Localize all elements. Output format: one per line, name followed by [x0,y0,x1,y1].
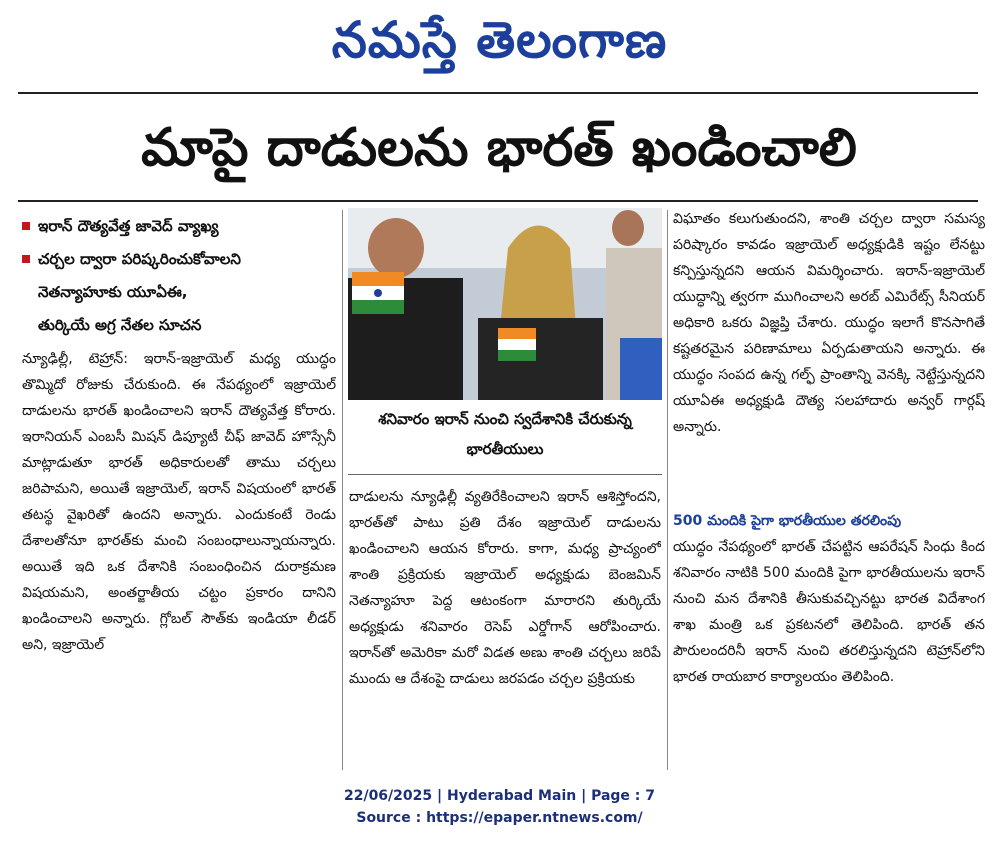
bullet-text: ఇరాన్ దౌత్యవేత్త జావెద్ వ్యాఖ్య [38,217,219,235]
caption-rule [348,474,662,475]
column-divider [667,210,668,770]
bullet-text-continuation: నెతన్యాహూకు యూఏఈ, [38,283,188,301]
photo-caption: శనివారం ఇరాన్ నుంచి స్వదేశానికి చేరుకున్న భారతీయులు [378,410,632,458]
headline: మాపై దాడులను భారత్ ఖండించాలి [141,118,857,178]
footer-source-link[interactable]: Source : https://epaper.ntnews.com/ [356,810,643,826]
bullet-square-icon [22,255,30,263]
column-3-paragraph: యుద్ధం నేపథ్యంలో భారత్ చేపట్టిన ఆపరేషన్ సింధు కింద శనివారం నాటికి 500 మందికి పైగా భారతీయులను ఇరాన్ నుంచి మన దేశానికి తీసుకువచ్చినట్టు భారత విదేశాంగ శాఖ మంత్రి ఒక ప్రకటనలో తెలిపింది. భారత్ తన పౌరులందరినీ ఇరాన్ నుంచి తరలిస్తున్నదని టెహ్రాన్‌లోని భారత రాయబార కార్యాలయం తెలిపింది. [673,539,985,685]
article-column-3 [673,206,985,768]
masthead: నమస్తే తెలంగాణ [331,10,668,69]
masthead-rule [18,92,978,94]
bullet-text: చర్చల ద్వారా పరిష్కరించుకోవాలని [38,250,241,268]
bullet-item [22,243,342,276]
article-column-1: న్యూఢిల్లీ, టెహ్రాన్: ఇరాన్-ఇజ్రాయెల్ మధ్య యుద్ధం తొమ్మిదో రోజుకు చేరుకుంది. ఈ నేపథ్యంలో ఇజ్రాయెల్ దాడులను భారత్ ఖండించాలని ఇరాన్ దౌత్యవేత్త కోరారు. ఇరానియన్ ఎంబసీ మిషన్ డిప్యూటీ చీఫ్ జావెద్ హొస్సేనీ మాట్లాడుతూ భారత్ అధికారులతో తాము చర్చలు జరిపామని, అయితే ఇజ్రాయెల్, ఇరాన్ విషయంలో భారత్ తటస్థ వైఖరితో ఉందని అన్నారు. ఎందుకంటే రెండు దేశాలతోనూ భారత్‌కు మంచి సంబంధాలున్నాయన్నారు. అయితే ఇది ఒక దేశానికి సంబంధించిన దురాక్రమణ విషయమని, అంతర్జాతీయ చట్టం ప్రకారం దానిని ఖండించాలని అన్నారు. గ్లోబల్ సౌత్‌కు ఇండియా లీడర్ అని, ఇజ్రాయెల్ [22,351,336,653]
bullet-text-continuation: తుర్కియే అగ్ర నేతల సూచన [38,316,202,334]
bullet-square-icon [22,222,30,230]
news-photo [348,208,662,400]
column-3-paragraph: విఘాతం కలుగుతుందని, శాంతి చర్చల ద్వారా సమస్య పరిష్కారం కావడం ఇజ్రాయెల్ అధ్యక్షుడికి ఇష్టం లేనట్టు కన్పిస్తున్నదని ఆయన విమర్శించారు. ఇరాన్-ఇజ్రాయెల్ యుద్ధాన్ని త్వరగా ముగించాలని అరబ్ ఎమిరేట్స్ సీనియర్ అధికారి ఒకరు విజ్ఞప్తి చేశారు. యుద్ధం ఇలాగే కొనసాగితే కష్టతరమైన పరిణామాలు ఏర్పడుతాయని అన్నారు. ఈ యుద్ధం సంపద ఉన్న గల్ఫ్ ప్రాంతాన్ని వెనక్కి నెట్టేస్తున్నదని యూఏఈ అధ్యక్షుడి దౌత్య సలహాదారు అన్వర్ గార్గష్ అన్నారు. [673,211,985,435]
bullet-item [22,210,342,243]
footer-date-edition: 22/06/2025 | Hyderabad Main | Page : 7 [343,788,656,804]
article-column-2: దాడులను న్యూఢిల్లీ వ్యతిరేకించాలని ఇరాన్ ఆశిస్తోందని, భారత్‌తో పాటు ప్రతి దేశం ఇజ్రాయెల్ దాడులను ఖండించాలని ఆయన కోరారు. కాగా, మధ్య ప్రాచ్యంలో శాంతి ప్రక్రియకు ఇజ్రాయెల్ అధ్యక్షుడు బెంజమిన్ నెతన్యాహూ పెద్ద ఆటంకంగా మారారని తుర్కియే అధ్యక్షుడు శనివారం రెసెప్ ఎర్డోగాన్ ఆరోపించారు. ఇరాన్‌తో అమెరికా మరో విడత అణు శాంతి చర్చలు జరిపే ముందు ఆ దేశంపై దాడులు జరపడం చర్చల ప్రక్రియకు [349,489,661,687]
column-divider [342,210,343,770]
headline-rule [18,200,978,202]
photo-illustration [348,208,662,400]
bullet-list [22,210,342,342]
section-subhead: 500 మందికి పైగా భారతీయుల తరలింపు [673,513,902,529]
